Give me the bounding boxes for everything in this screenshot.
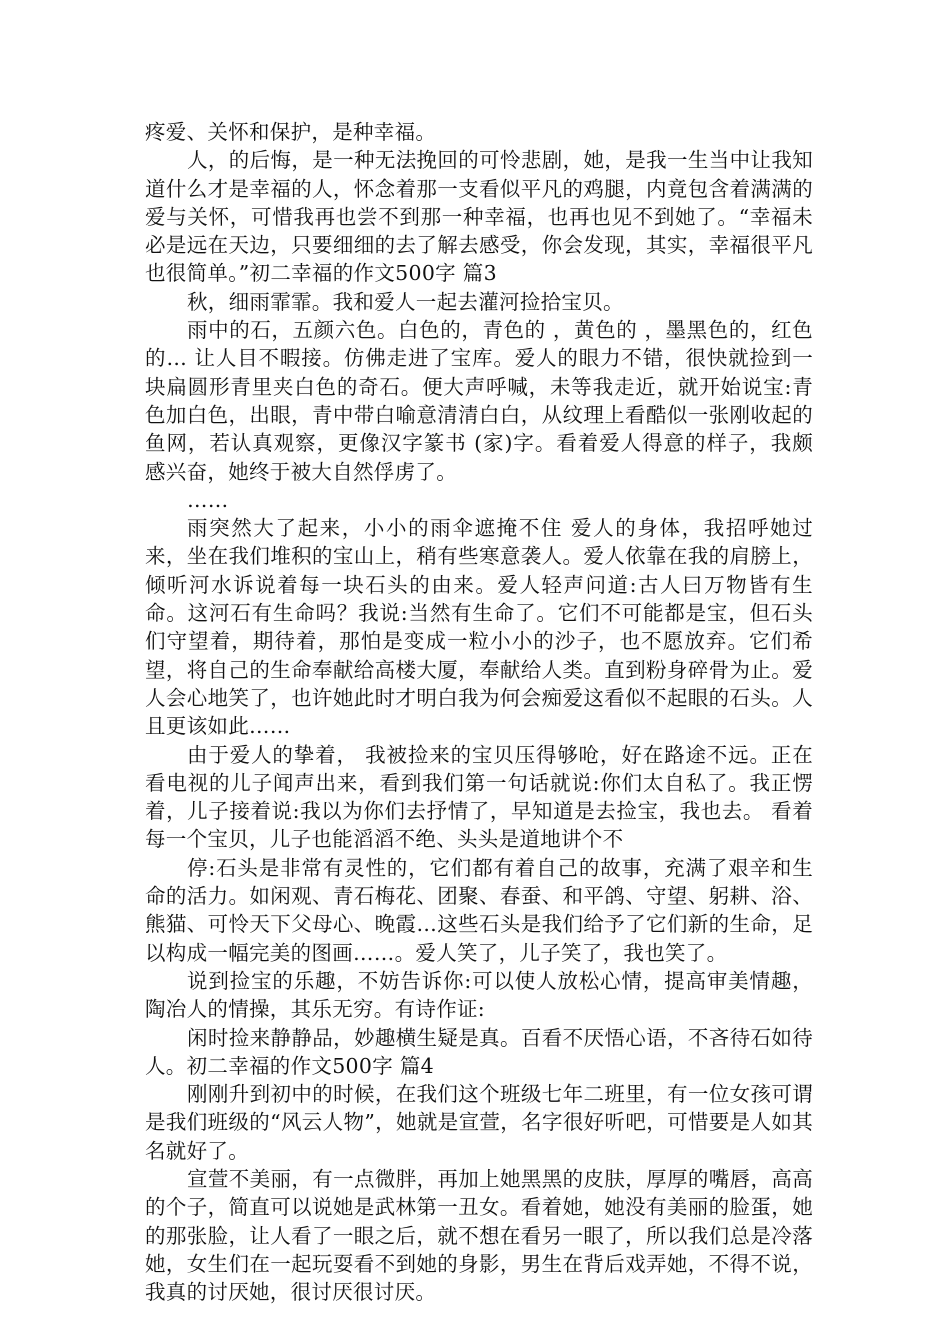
document-body: [145, 118, 813, 1306]
paragraph-4: ……: [187, 487, 229, 512]
paragraph-10: 刚刚升到初中的时候，在我们这个班级七年二班里，有一位女孩可谓是我们班级的“风云人物”，她就是宣萱，名字很好听吧，可惜要是人如其名就好了。: [145, 1082, 813, 1163]
paragraph-9: 闲时捡来静静品，妙趣横生疑是真。百看不厌悟心语，不吝待石如待人。初二幸福的作文500字 篇4: [145, 1025, 813, 1078]
paragraph-0: 疼爱、关怀和保护，是种幸福。: [145, 120, 437, 144]
paragraph-3: 雨中的石，五颜六色。白色的，青色的 ，黄色的 ，墨黑色的，红色的… 让人目不暇接。仿佛走进了宝库。爱人的眼力不错，很快就捡到一块扁圆形青里夹白色的奇石。便大声呼喊，未等我走近，就开始说宝:青色加白色，出眼，青中带白喻意清清白白，从纹理上看酷似一张刚收起的鱼网，若认真观察，更像汉字篆书 (家)字。看着爱人得意的样子，我颇感兴奋，她终于被大自然俘虏了。: [145, 318, 813, 484]
paragraph-2: 秋，细雨霏霏。我和爱人一起去灌河捡拾宝贝。: [187, 289, 624, 314]
paragraph-11: 宣萱不美丽，有一点微胖，再加上她黑黑的皮肤，厚厚的嘴唇，高高的个子，简直可以说她是武林第一丑女。看着她，她没有美丽的脸蛋，她的那张脸，让人看了一眼之后，就不想在看另一眼了，所以我们总是冷落她，女生们在一起玩耍看不到她的身影，男生在背后戏弄她，不得不说，我真的讨厌她，很讨厌很讨厌。: [145, 1166, 813, 1305]
paragraph-8: 说到捡宝的乐趣，不妨告诉你:可以使人放松心情，提高审美情趣，陶冶人的情操，其乐无穷。有诗作证:: [145, 968, 813, 1022]
paragraph-6: 由于爱人的挚着， 我被捡来的宝贝压得够呛，好在路途不远。正在看电视的儿子闻声出来，看到我们第一句话就说:你们太自私了。我正愣着，儿子接着说:我以为你们去抒情了，早知道是去捡宝，我也去。 看着每一个宝贝，儿子也能滔滔不绝、头头是道地讲个不: [145, 742, 813, 852]
paragraph-5: 雨突然大了起来，小小的雨伞遮掩不住 爱人的身体，我招呼她过来，坐在我们堆积的宝山上，稍有些寒意袭人。爱人依靠在我的肩膀上，倾听河水诉说着每一块石头的由来。爱人轻声问道:古人曰万物皆有生命。这河石有生命吗？我说:当然有生命了。它们不可能都是宝，但石头们守望着，期待着，那怕是变成一粒小小的沙子，也不愿放弃。它们希望，将自己的生命奉献给高楼大厦，奉献给人类。直到粉身碎骨为止。爱人会心地笑了，也许她此时才明白我为何会痴爱这看似不起眼的石头。人且更该如此……: [145, 516, 813, 739]
paragraph-1: 人，的后悔，是一种无法挽回的可怜悲剧，她，是我一生当中让我知道什么才是幸福的人，怀念着那一支看似平凡的鸡腿，内竟包含着满满的爱与关怀，可惜我再也尝不到那一种幸福，也再也见不到她了。“幸福未必是远在天边，只要细细的去了解去感受，你会发现，其实，幸福很平凡也很简单。”初二幸福的作文500字 篇3: [145, 148, 813, 286]
paragraph-7: 停:石头是非常有灵性的，它们都有着自己的故事，充满了艰辛和生命的活力。如闲观、青石梅花、团聚、春蚕、和平鸽、守望、躬耕、浴、熊猫、可怜天下父母心、晚霞…这些石头是我们给予了它们新的生命，足以构成一幅完美的图画……。爱人笑了，儿子笑了，我也笑了。: [145, 855, 813, 965]
